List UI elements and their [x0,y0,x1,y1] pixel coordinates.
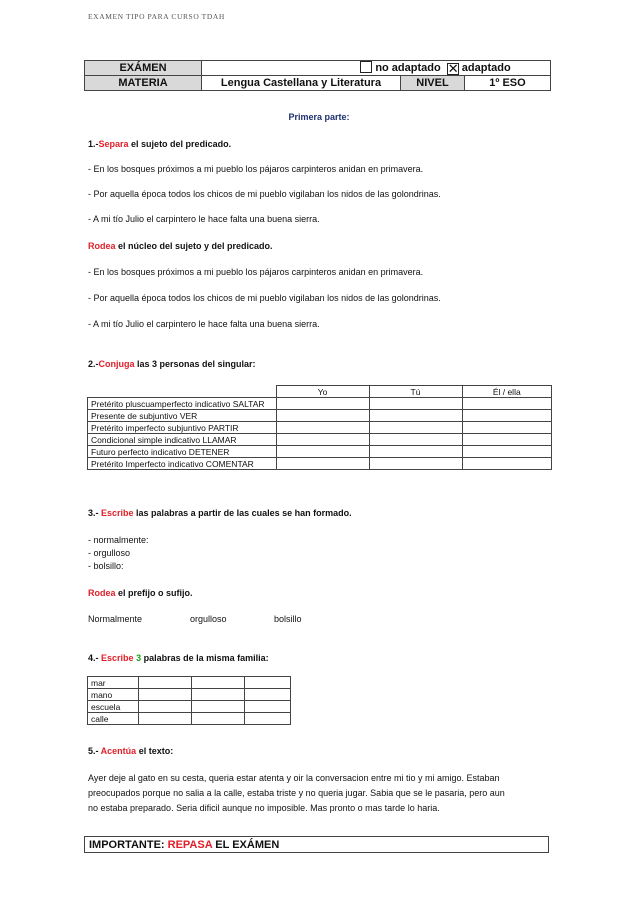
family-answer-cell[interactable] [139,677,192,689]
q5-text-line: Ayer deje al gato en su cesta, queria estar atenta y oir la conversacion entre mi tio y mi amigo. Estaban [88,773,500,783]
conj-answer-cell[interactable] [462,422,552,434]
family-answer-cell[interactable] [245,713,291,725]
conj-header-el: Él / ella [462,386,552,398]
q1-sentence2: - A mi tío Julio el carpintero le hace falta una buena sierra. [88,319,320,329]
conj-answer-cell[interactable] [369,410,462,422]
family-word: mano [88,689,139,701]
conj-answer-cell[interactable] [276,398,369,410]
family-answer-cell[interactable] [192,713,245,725]
conj-row-label: Condicional simple indicativo LLAMAR [88,434,277,446]
family-word: escuela [88,701,139,713]
q1-title [88,139,231,149]
q5-instruction: el texto: [136,746,174,756]
q1-sentence: - A mi tío Julio el carpintero le hace falta una buena sierra. [88,214,320,224]
q1-sub-instruction: el núcleo del sujeto y del predicado. [115,241,273,251]
q5-title [88,746,173,756]
conj-row-label: Pretérito pluscuamperfecto indicativo SALTAR [88,398,277,410]
q1-sub-verb: Rodea [88,241,116,251]
q1-sentence2: - En los bosques próximos a mi pueblo los pájaros carpinteros anidan en primavera. [88,267,424,277]
q1-verb: Separa [98,139,129,149]
q1-instruction: el sujeto del predicado. [128,139,232,149]
q3-title [88,508,352,518]
q4-title [88,653,269,663]
conj-answer-cell[interactable] [369,458,462,470]
q3-word: Normalmente [88,614,143,624]
q5-verb: Acentúa [100,746,137,756]
conj-answer-cell[interactable] [462,434,552,446]
q4-instruction: palabras de la misma familia: [141,653,269,663]
q5-text-line: preocupados porque no salia a la calle, estaba triste y no queria jugar. Sabia que se le pasaria, pero aun [88,788,505,798]
family-answer-cell[interactable] [192,689,245,701]
no-adaptado-checkbox[interactable] [360,61,372,73]
q1-sub-title [88,241,273,251]
conj-row-label: Futuro perfecto indicativo DETENER [88,446,277,458]
q4-verb: Escribe [101,653,134,663]
q3-sub-title [88,588,193,598]
family-answer-cell[interactable] [192,701,245,713]
important-rest: EL EXÁMEN [212,839,280,851]
q3-number: 3.- [88,508,102,518]
conj-answer-cell[interactable] [276,422,369,434]
q3-sub-verb: Rodea [88,588,116,598]
no-adaptado-label: no adaptado [375,62,441,74]
q4-count: 3 [136,653,142,663]
adaptado-checkbox[interactable]: ✕ [447,61,459,76]
exam-meta-table [84,60,551,91]
materia-label: MATERIA [85,76,202,91]
q1-sentence2: - Por aquella época todos los chicos de mi pueblo vigilaban los nidos de las golondrinas. [88,293,441,303]
family-word: mar [88,677,139,689]
family-answer-cell[interactable] [139,713,192,725]
conj-answer-cell[interactable] [462,458,552,470]
nivel-value: 1º ESO [465,76,551,91]
conj-header-blank [88,386,277,398]
q5-text-line: no estaba preparado. Seria dificil aunque no imposible. Mas pronto o mas tarde lo haria. [88,803,440,813]
exam-label: EXÁMEN [85,61,202,76]
q3-word: bolsillo [274,614,302,624]
conj-header-yo: Yo [276,386,369,398]
conj-answer-cell[interactable] [369,446,462,458]
q2-verb: Conjuga [98,359,135,369]
family-answer-cell[interactable] [245,677,291,689]
important-note [84,836,549,853]
nivel-label: NIVEL [401,76,465,91]
conj-answer-cell[interactable] [369,422,462,434]
word-family-table [87,676,291,725]
family-answer-cell[interactable] [192,677,245,689]
q2-title [88,359,256,369]
conj-header-tu: Tú [369,386,462,398]
q3-item: - normalmente: [88,535,149,545]
conj-answer-cell[interactable] [369,398,462,410]
family-answer-cell[interactable] [245,689,291,701]
family-answer-cell[interactable] [139,701,192,713]
conj-row-label: Pretérito imperfecto subjuntivo PARTIR [88,422,277,434]
conj-answer-cell[interactable] [462,398,552,410]
q3-item: - orgulloso [88,548,131,558]
conj-row-label: Pretérito Imperfecto indicativo COMENTAR [88,458,277,470]
q1-sentence: - En los bosques próximos a mi pueblo los pájaros carpinteros anidan en primavera. [88,164,424,174]
family-answer-cell[interactable] [245,701,291,713]
important-verb: REPASA [167,839,213,851]
q4-number: 4.- [88,653,102,663]
part-title: Primera parte: [288,112,350,122]
q3-sub-instruction: el prefijo o sufijo. [115,588,193,598]
q1-sentence: - Por aquella época todos los chicos de mi pueblo vigilaban los nidos de las golondrinas. [88,189,441,199]
conjugation-table [87,385,552,470]
conj-answer-cell[interactable] [462,410,552,422]
running-header: EXAMEN TIPO PARA CURSO TDAH [88,12,225,21]
important-label: IMPORTANTE: [89,839,168,851]
conj-answer-cell[interactable] [369,434,462,446]
conj-answer-cell[interactable] [462,446,552,458]
q2-number: 2.- [88,359,99,369]
conj-answer-cell[interactable] [276,446,369,458]
q5-number: 5.- [88,746,101,756]
q3-item: - bolsillo: [88,561,124,571]
adaptation-cell [202,61,551,76]
conj-row-label: Presente de subjuntivo VER [88,410,277,422]
family-word: calle [88,713,139,725]
q1-number: 1.- [88,139,99,149]
conj-answer-cell[interactable] [276,458,369,470]
conj-answer-cell[interactable] [276,410,369,422]
conj-answer-cell[interactable] [276,434,369,446]
q2-instruction: las 3 personas del singular: [134,359,256,369]
family-answer-cell[interactable] [139,689,192,701]
q3-verb: Escribe [101,508,134,518]
q3-instruction: las palabras a partir de las cuales se han formado. [133,508,352,518]
materia-value: Lengua Castellana y Literatura [202,76,401,91]
q3-word: orgulloso [190,614,227,624]
adaptado-label: adaptado [461,62,511,74]
